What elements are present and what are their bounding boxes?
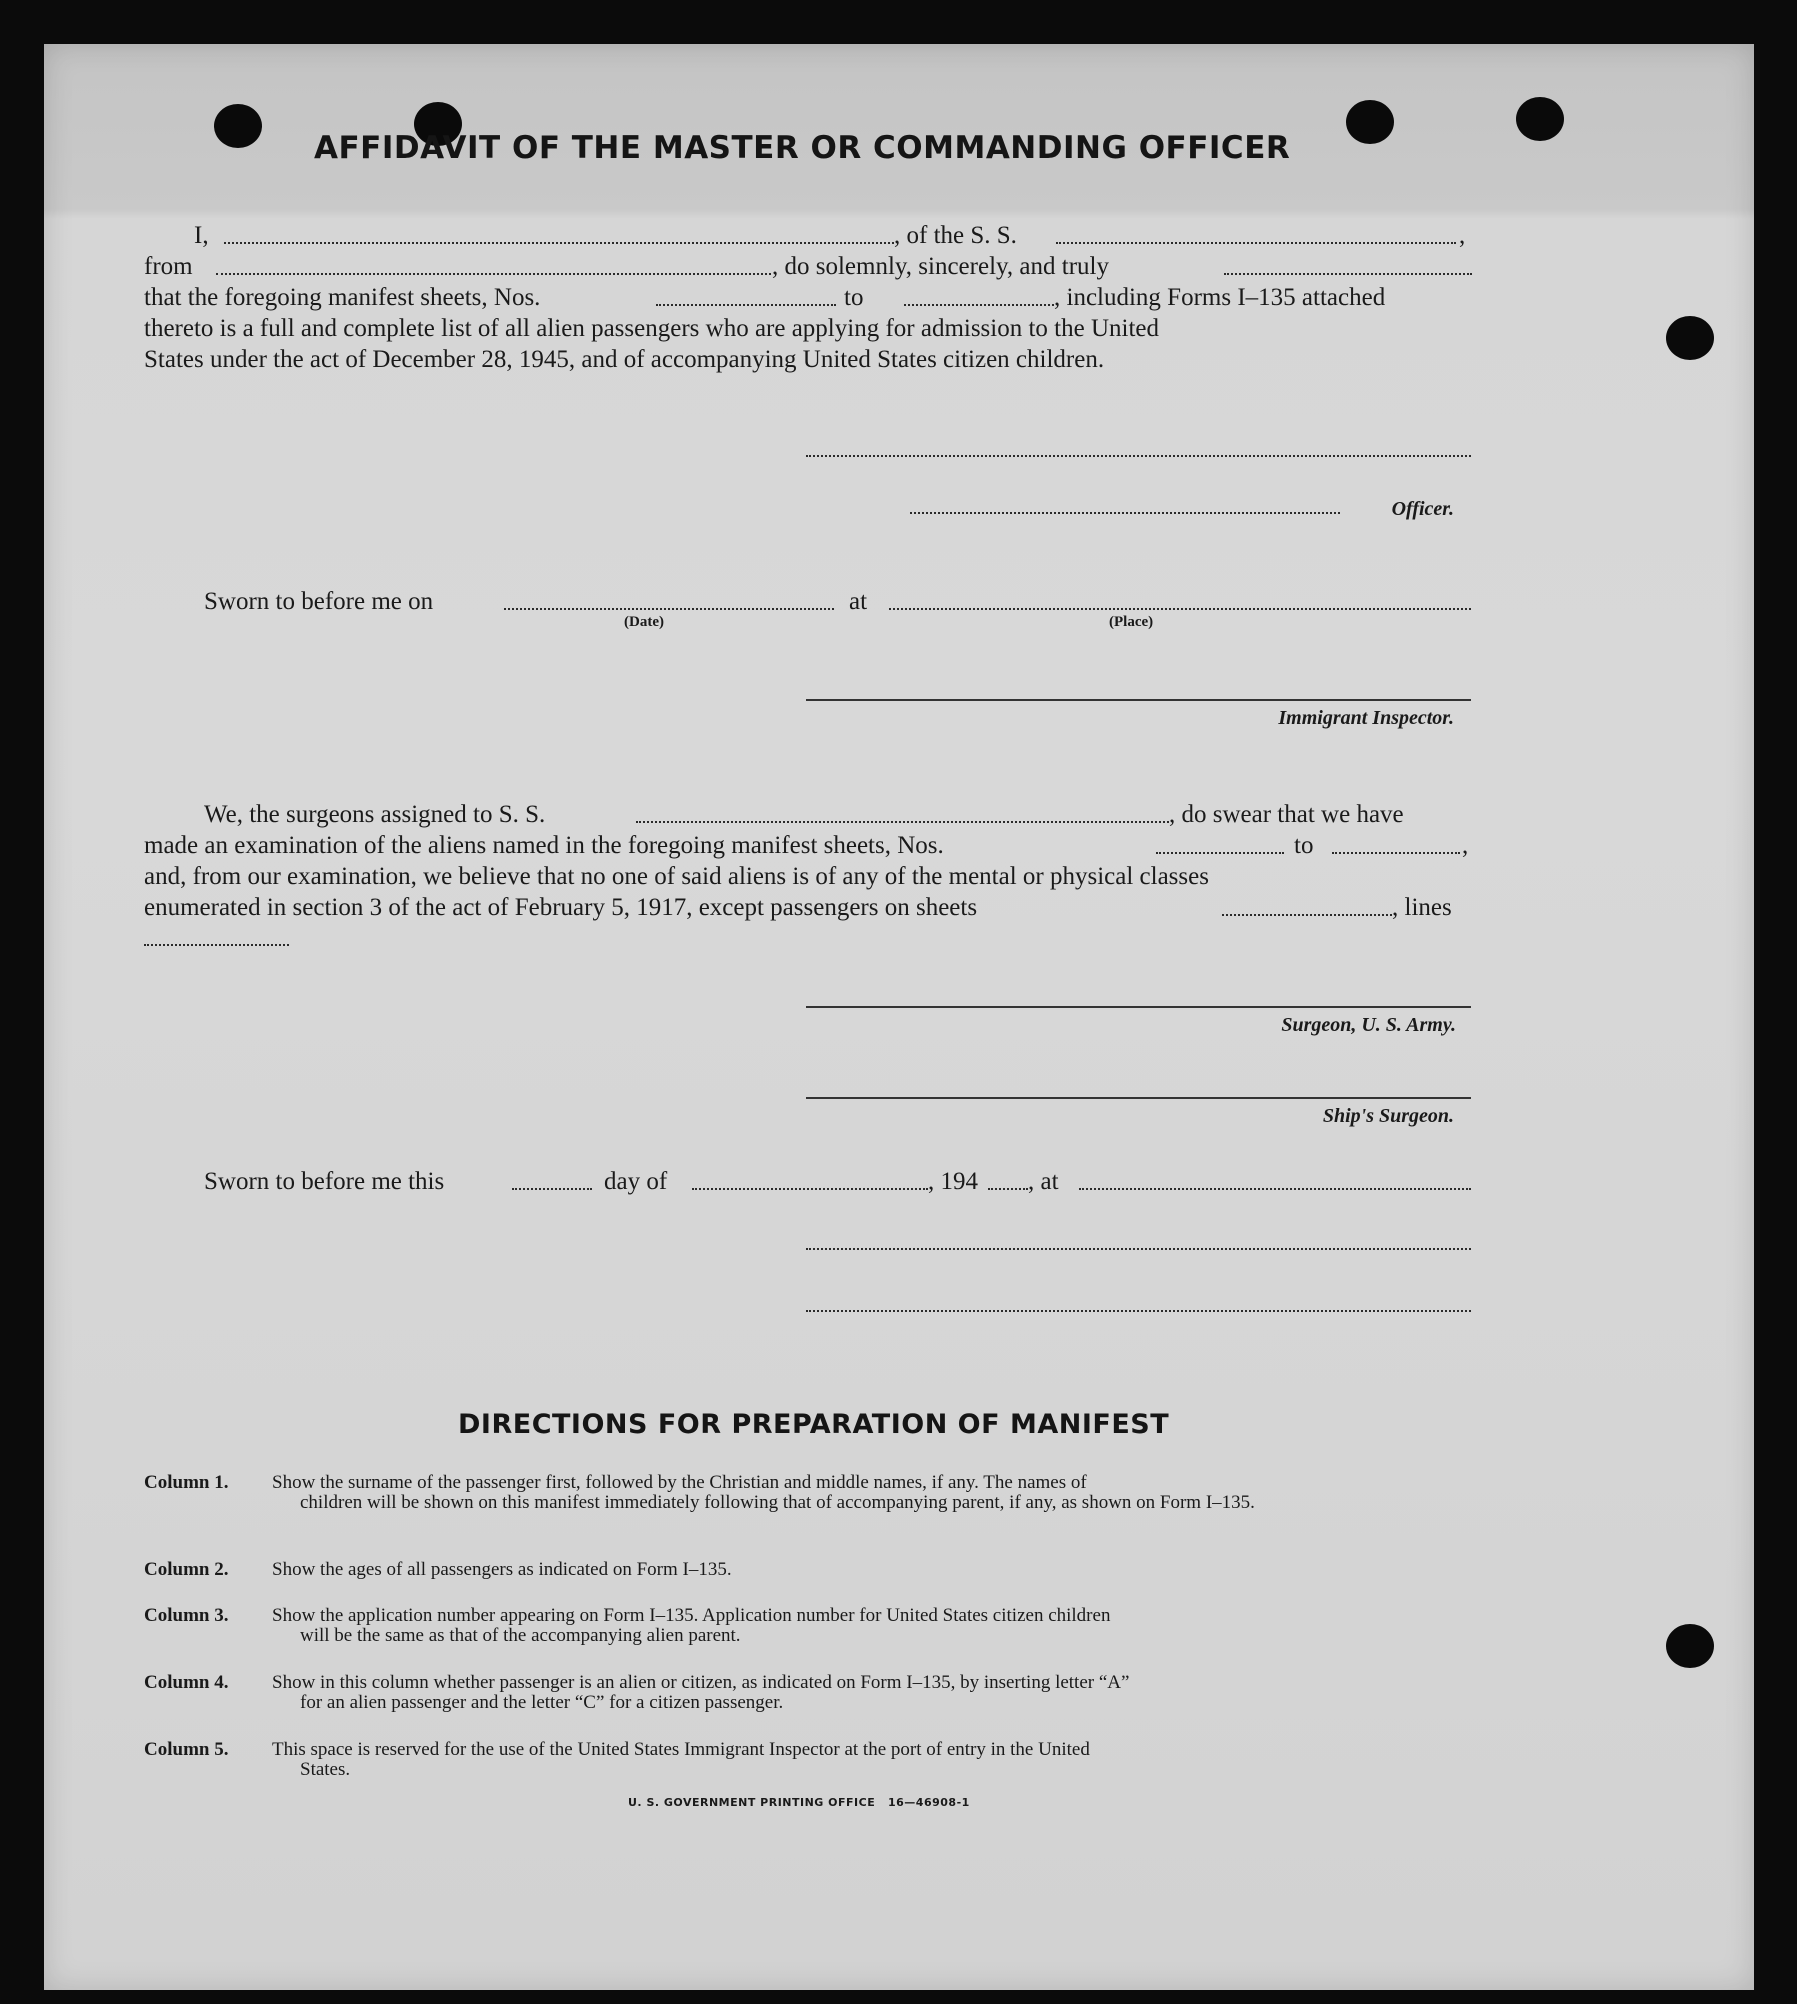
affidavit-line-3-end: , including Forms I–135 attached bbox=[1054, 284, 1386, 311]
affidavit-line-2-mid: , do solemnly, sincerely, and truly bbox=[772, 253, 1109, 280]
army-surgeon-signature-line[interactable] bbox=[806, 1006, 1471, 1008]
surgeons-ship-field[interactable] bbox=[636, 821, 1169, 823]
column-5-continuation: States. bbox=[300, 1759, 351, 1780]
surgeons-line-2-end: , bbox=[1462, 832, 1469, 859]
date-caption: (Date) bbox=[624, 614, 664, 630]
declaration-field[interactable] bbox=[1224, 273, 1472, 275]
column-1-first-line: Show the surname of the passenger first, followed by the Christian and middle names, if any. The names of bbox=[272, 1472, 1087, 1493]
ship-name-field[interactable] bbox=[1056, 242, 1456, 244]
affidavit-line-4: thereto is a full and complete list of all alien passengers who are applying for admission to the United bbox=[144, 315, 1160, 342]
surgeons-line-2-start: made an examination of the aliens named in the foregoing manifest sheets, Nos. bbox=[144, 832, 944, 859]
sworn-place-2-field[interactable] bbox=[1079, 1188, 1471, 1190]
column-1-label: Column 1. bbox=[144, 1472, 229, 1493]
sworn-day-of-text: day of bbox=[604, 1168, 668, 1195]
sworn-year-field[interactable] bbox=[988, 1188, 1028, 1190]
affidavit-line-1-mid: , of the S. S. bbox=[894, 222, 1017, 249]
surgeons-line-3: and, from our examination, we believe that no one of said aliens is of any of the mental or physical classes bbox=[144, 863, 1209, 890]
form-code: 16—46908-1 bbox=[888, 1796, 970, 1809]
column-4-text bbox=[272, 1673, 1512, 1713]
surgeons-line-2-to: to bbox=[1294, 832, 1314, 859]
affidavit-line-3-to: to bbox=[844, 284, 864, 311]
except-sheets-field[interactable] bbox=[1222, 914, 1392, 916]
sworn-signature-line-2[interactable] bbox=[806, 1310, 1471, 1312]
master-signature-line[interactable] bbox=[806, 455, 1471, 457]
column-5-text bbox=[272, 1740, 1512, 1780]
column-2-first-line: Show the ages of all passengers as indicated on Form I–135. bbox=[272, 1559, 732, 1580]
surgeons-sheets-to-field[interactable] bbox=[1332, 852, 1460, 854]
sworn-day-field[interactable] bbox=[512, 1188, 592, 1190]
punch-hole bbox=[1666, 316, 1714, 360]
inspector-signature-line[interactable] bbox=[806, 699, 1471, 701]
sworn-year-text: , 194 bbox=[928, 1168, 978, 1195]
column-4-label: Column 4. bbox=[144, 1672, 229, 1693]
document-page bbox=[44, 44, 1754, 1990]
affidavit-title: AFFIDAVIT OF THE MASTER OR COMMANDING OFFICER bbox=[314, 130, 1291, 166]
surgeons-line-1-start: We, the surgeons assigned to S. S. bbox=[204, 801, 546, 828]
sheets-from-field[interactable] bbox=[656, 304, 836, 306]
surgeons-line-1-end: , do swear that we have bbox=[1169, 801, 1404, 828]
column-2-text bbox=[272, 1560, 1512, 1580]
column-3-label: Column 3. bbox=[144, 1605, 229, 1626]
sworn-at-2-text: , at bbox=[1028, 1168, 1059, 1195]
ship-surgeon-signature-line[interactable] bbox=[806, 1097, 1471, 1099]
sworn-at-text: at bbox=[849, 588, 868, 615]
officer-label: Officer. bbox=[1391, 498, 1454, 520]
affidavit-line-1-end: , bbox=[1459, 222, 1466, 249]
column-2-label: Column 2. bbox=[144, 1559, 229, 1580]
sworn-date-field[interactable] bbox=[504, 608, 834, 610]
master-name-field[interactable] bbox=[224, 242, 894, 244]
punch-hole bbox=[1516, 97, 1564, 141]
punch-hole bbox=[1346, 100, 1394, 144]
column-4-first-line: Show in this column whether passenger is an alien or citizen, as indicated on Form I–135, by inserting letter “A” bbox=[272, 1672, 1130, 1693]
punch-hole bbox=[1666, 1624, 1714, 1668]
column-3-text bbox=[272, 1606, 1512, 1646]
directions-title: DIRECTIONS FOR PREPARATION OF MANIFEST bbox=[458, 1409, 1170, 1440]
surgeons-line-4-end: , lines bbox=[1392, 894, 1452, 921]
column-1-text bbox=[272, 1473, 1512, 1513]
except-lines-field[interactable] bbox=[144, 944, 289, 946]
affidavit-line-1-start: I, bbox=[194, 222, 209, 249]
column-1-continuation: children will be shown on this manifest immediately following that of accompanying parent, if any, as shown on Form I–135. bbox=[300, 1492, 1255, 1513]
ship-surgeon-label: Ship's Surgeon. bbox=[1322, 1105, 1454, 1127]
affidavit-line-3-start: that the foregoing manifest sheets, Nos. bbox=[144, 284, 541, 311]
surgeons-sheets-from-field[interactable] bbox=[1156, 852, 1284, 854]
punch-hole bbox=[214, 104, 262, 148]
sworn-place-field[interactable] bbox=[889, 608, 1471, 610]
surgeons-line-4-start: enumerated in section 3 of the act of February 5, 1917, except passengers on sheets bbox=[144, 894, 978, 921]
affidavit-line-5: States under the act of December 28, 1945, and of accompanying United States citizen children. bbox=[144, 346, 1105, 373]
affidavit-line-2-start: from bbox=[144, 253, 193, 280]
sheets-to-field[interactable] bbox=[904, 304, 1054, 306]
from-port-field[interactable] bbox=[216, 273, 771, 275]
sworn-before-on-text: Sworn to before me on bbox=[204, 588, 434, 615]
printer-imprint: U. S. GOVERNMENT PRINTING OFFICE bbox=[628, 1796, 876, 1809]
officer-title-line[interactable] bbox=[910, 512, 1340, 514]
column-5-label: Column 5. bbox=[144, 1739, 229, 1760]
column-5-first-line: This space is reserved for the use of the United States Immigrant Inspector at the port of entry in the United bbox=[272, 1739, 1090, 1760]
sworn-this-text: Sworn to before me this bbox=[204, 1168, 445, 1195]
column-4-continuation: for an alien passenger and the letter “C” for a citizen passenger. bbox=[300, 1692, 784, 1713]
column-3-first-line: Show the application number appearing on Form I–135. Application number for United States citizen children bbox=[272, 1605, 1111, 1626]
place-caption: (Place) bbox=[1109, 614, 1154, 630]
army-surgeon-label: Surgeon, U. S. Army. bbox=[1281, 1014, 1456, 1036]
column-3-continuation: will be the same as that of the accompanying alien parent. bbox=[300, 1625, 741, 1646]
immigrant-inspector-label: Immigrant Inspector. bbox=[1278, 707, 1454, 729]
sworn-month-field[interactable] bbox=[692, 1188, 928, 1190]
sworn-signature-line-1[interactable] bbox=[806, 1248, 1471, 1250]
